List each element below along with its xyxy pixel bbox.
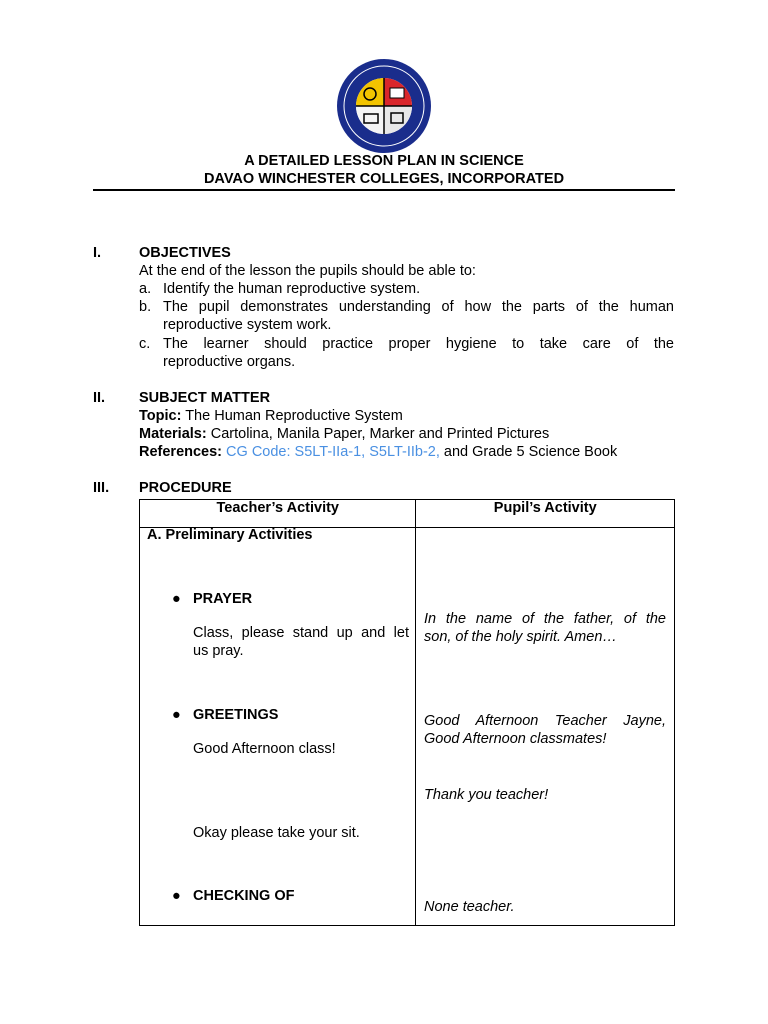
section-a-heading: A. Preliminary Activities: [147, 527, 313, 543]
checking-heading: CHECKING OF: [193, 888, 295, 904]
greetings-heading: GREETINGS: [193, 707, 279, 723]
objective-letter: b.: [139, 299, 152, 315]
section-numeral: I.: [93, 245, 102, 261]
references-line: [139, 444, 617, 460]
references-link[interactable]: CG Code: S5LT-IIa-1, S5LT-IIb-2,: [226, 444, 440, 460]
bullet-icon: ●: [172, 591, 181, 607]
thanks-pupil: Thank you teacher!: [424, 787, 549, 803]
objectives-intro: At the end of the lesson the pupils should be able to:: [139, 263, 476, 279]
prayer-teacher-line1: Class, please stand up and let: [193, 625, 409, 641]
section-heading-objectives: OBJECTIVES: [139, 245, 231, 261]
references-label: References:: [139, 444, 223, 460]
topic-value: The Human Reproductive System: [185, 408, 403, 424]
objective-item-text: The pupil demonstrates understanding of how the parts of the human: [163, 299, 674, 315]
greetings-pupil-line2: Good Afternoon classmates!: [424, 731, 607, 747]
prayer-pupil-line2: son, of the holy spirit. Amen…: [424, 629, 617, 645]
greetings-teacher: Good Afternoon class!: [193, 741, 336, 757]
objective-item-text-cont: reproductive system work.: [163, 317, 332, 333]
sit-teacher: Okay please take your sit.: [193, 825, 360, 841]
header-divider: [93, 189, 675, 191]
prayer-pupil-line1: In the name of the father, of the: [424, 611, 666, 627]
materials-label: Materials:: [139, 426, 207, 442]
bullet-icon: ●: [172, 888, 181, 904]
college-seal-logo: [336, 58, 432, 154]
objective-item-text-cont: reproductive organs.: [163, 354, 296, 370]
column-header-teacher: Teacher’s Activity: [140, 500, 416, 528]
objective-letter: a.: [139, 281, 152, 297]
section-numeral: III.: [93, 480, 110, 496]
objective-item-text: Identify the human reproductive system.: [163, 281, 421, 297]
document-title: A DETAILED LESSON PLAN IN SCIENCE: [244, 153, 524, 169]
teacher-activity-cell: [140, 528, 416, 926]
section-heading-subject-matter: SUBJECT MATTER: [139, 390, 271, 406]
greetings-pupil-line1: Good Afternoon Teacher Jayne,: [424, 713, 666, 729]
objective-item-text: The learner should practice proper hygiene to take care of the: [163, 336, 674, 352]
bullet-icon: ●: [172, 707, 181, 723]
checking-pupil: None teacher.: [424, 899, 515, 915]
column-header-pupil: Pupil’s Activity: [416, 500, 675, 528]
topic-label: Topic:: [139, 408, 182, 424]
prayer-heading: PRAYER: [193, 591, 253, 607]
references-rest: and Grade 5 Science Book: [443, 444, 618, 460]
institution-name: DAVAO WINCHESTER COLLEGES, INCORPORATED: [203, 171, 565, 187]
materials-line: [139, 426, 549, 442]
objective-letter: c.: [139, 336, 151, 352]
materials-value: Cartolina, Manila Paper, Marker and Printed Pictures: [210, 426, 550, 442]
prayer-teacher-line2: us pray.: [193, 643, 244, 659]
section-numeral: II.: [93, 390, 106, 406]
section-heading-procedure: PROCEDURE: [139, 480, 232, 496]
topic-line: [139, 408, 403, 424]
